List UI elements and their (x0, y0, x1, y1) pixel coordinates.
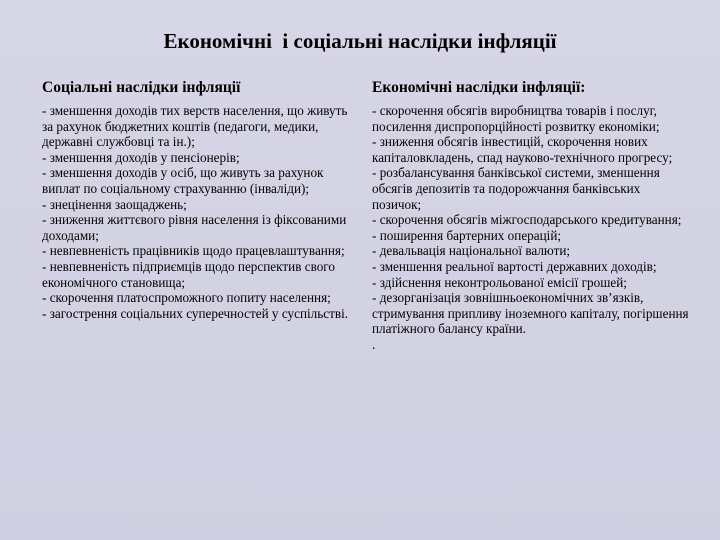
economic-consequences-list (372, 103, 690, 337)
list-item: - зменшення доходів тих верств населення, що живуть за рахунок бюджетних коштів (педагоги, медики, державні службовці та ін.); (42, 103, 348, 150)
economic-consequences-heading: Економічні наслідки інфляції: (372, 79, 586, 96)
list-item: - невпевненість підприємців щодо перспектив свого економічного становища; (42, 258, 335, 290)
list-item: - здійснення неконтрольованої емісії грошей; (372, 274, 627, 290)
list-item: - дезорганізація зовнішньоекономічних зв’язків, стримування припливу іноземного капіталу, погіршення платіжного балансу країни. (372, 290, 689, 337)
list-item: - зниження життєвого рівня населення із фіксованими доходами; (42, 212, 347, 243)
list-item: - зниження обсягів інвестицій, скорочення нових капіталовкладень, спад науково-технічного прогресу; (372, 134, 673, 165)
list-item: - загострення соціальних суперечностей у суспільстві. (42, 305, 349, 321)
list-item: - розбалансування банківської системи, зменшення обсягів депозитів та подорожчання банківських позичок; (372, 165, 660, 212)
list-item: - девальвація національної валюти; (372, 243, 571, 259)
economic-consequences-column (372, 78, 690, 353)
list-item: - знецінення заощаджень; (42, 196, 187, 212)
list-item: - скорочення платоспроможного попиту населення; (42, 290, 331, 306)
social-consequences-column (42, 78, 350, 321)
social-consequences-heading: Соціальні наслідки інфляції (42, 79, 241, 96)
list-item: - скорочення обсягів виробництва товарів і послуг, посилення диспропорційності розвитку економіки; (372, 103, 660, 134)
list-item: - скорочення обсягів міжгосподарського кредитування; (372, 212, 682, 228)
list-item: - зменшення доходів у пенсіонерів; (42, 149, 240, 165)
slide-title: Економічні і соціальні наслідки інфляції (163, 29, 557, 53)
trailing-period: . (372, 336, 376, 352)
social-consequences-list (42, 103, 350, 321)
list-item: - поширення бартерних операцій; (372, 227, 562, 243)
list-item: - зменшення доходів у осіб, що живуть за рахунок виплат по соціальному страхуванню (інваліди); (42, 165, 324, 196)
list-item: - невпевненість працівників щодо працевлаштування; (42, 243, 345, 259)
list-item: - зменшення реальної вартості державних доходів; (372, 258, 657, 274)
